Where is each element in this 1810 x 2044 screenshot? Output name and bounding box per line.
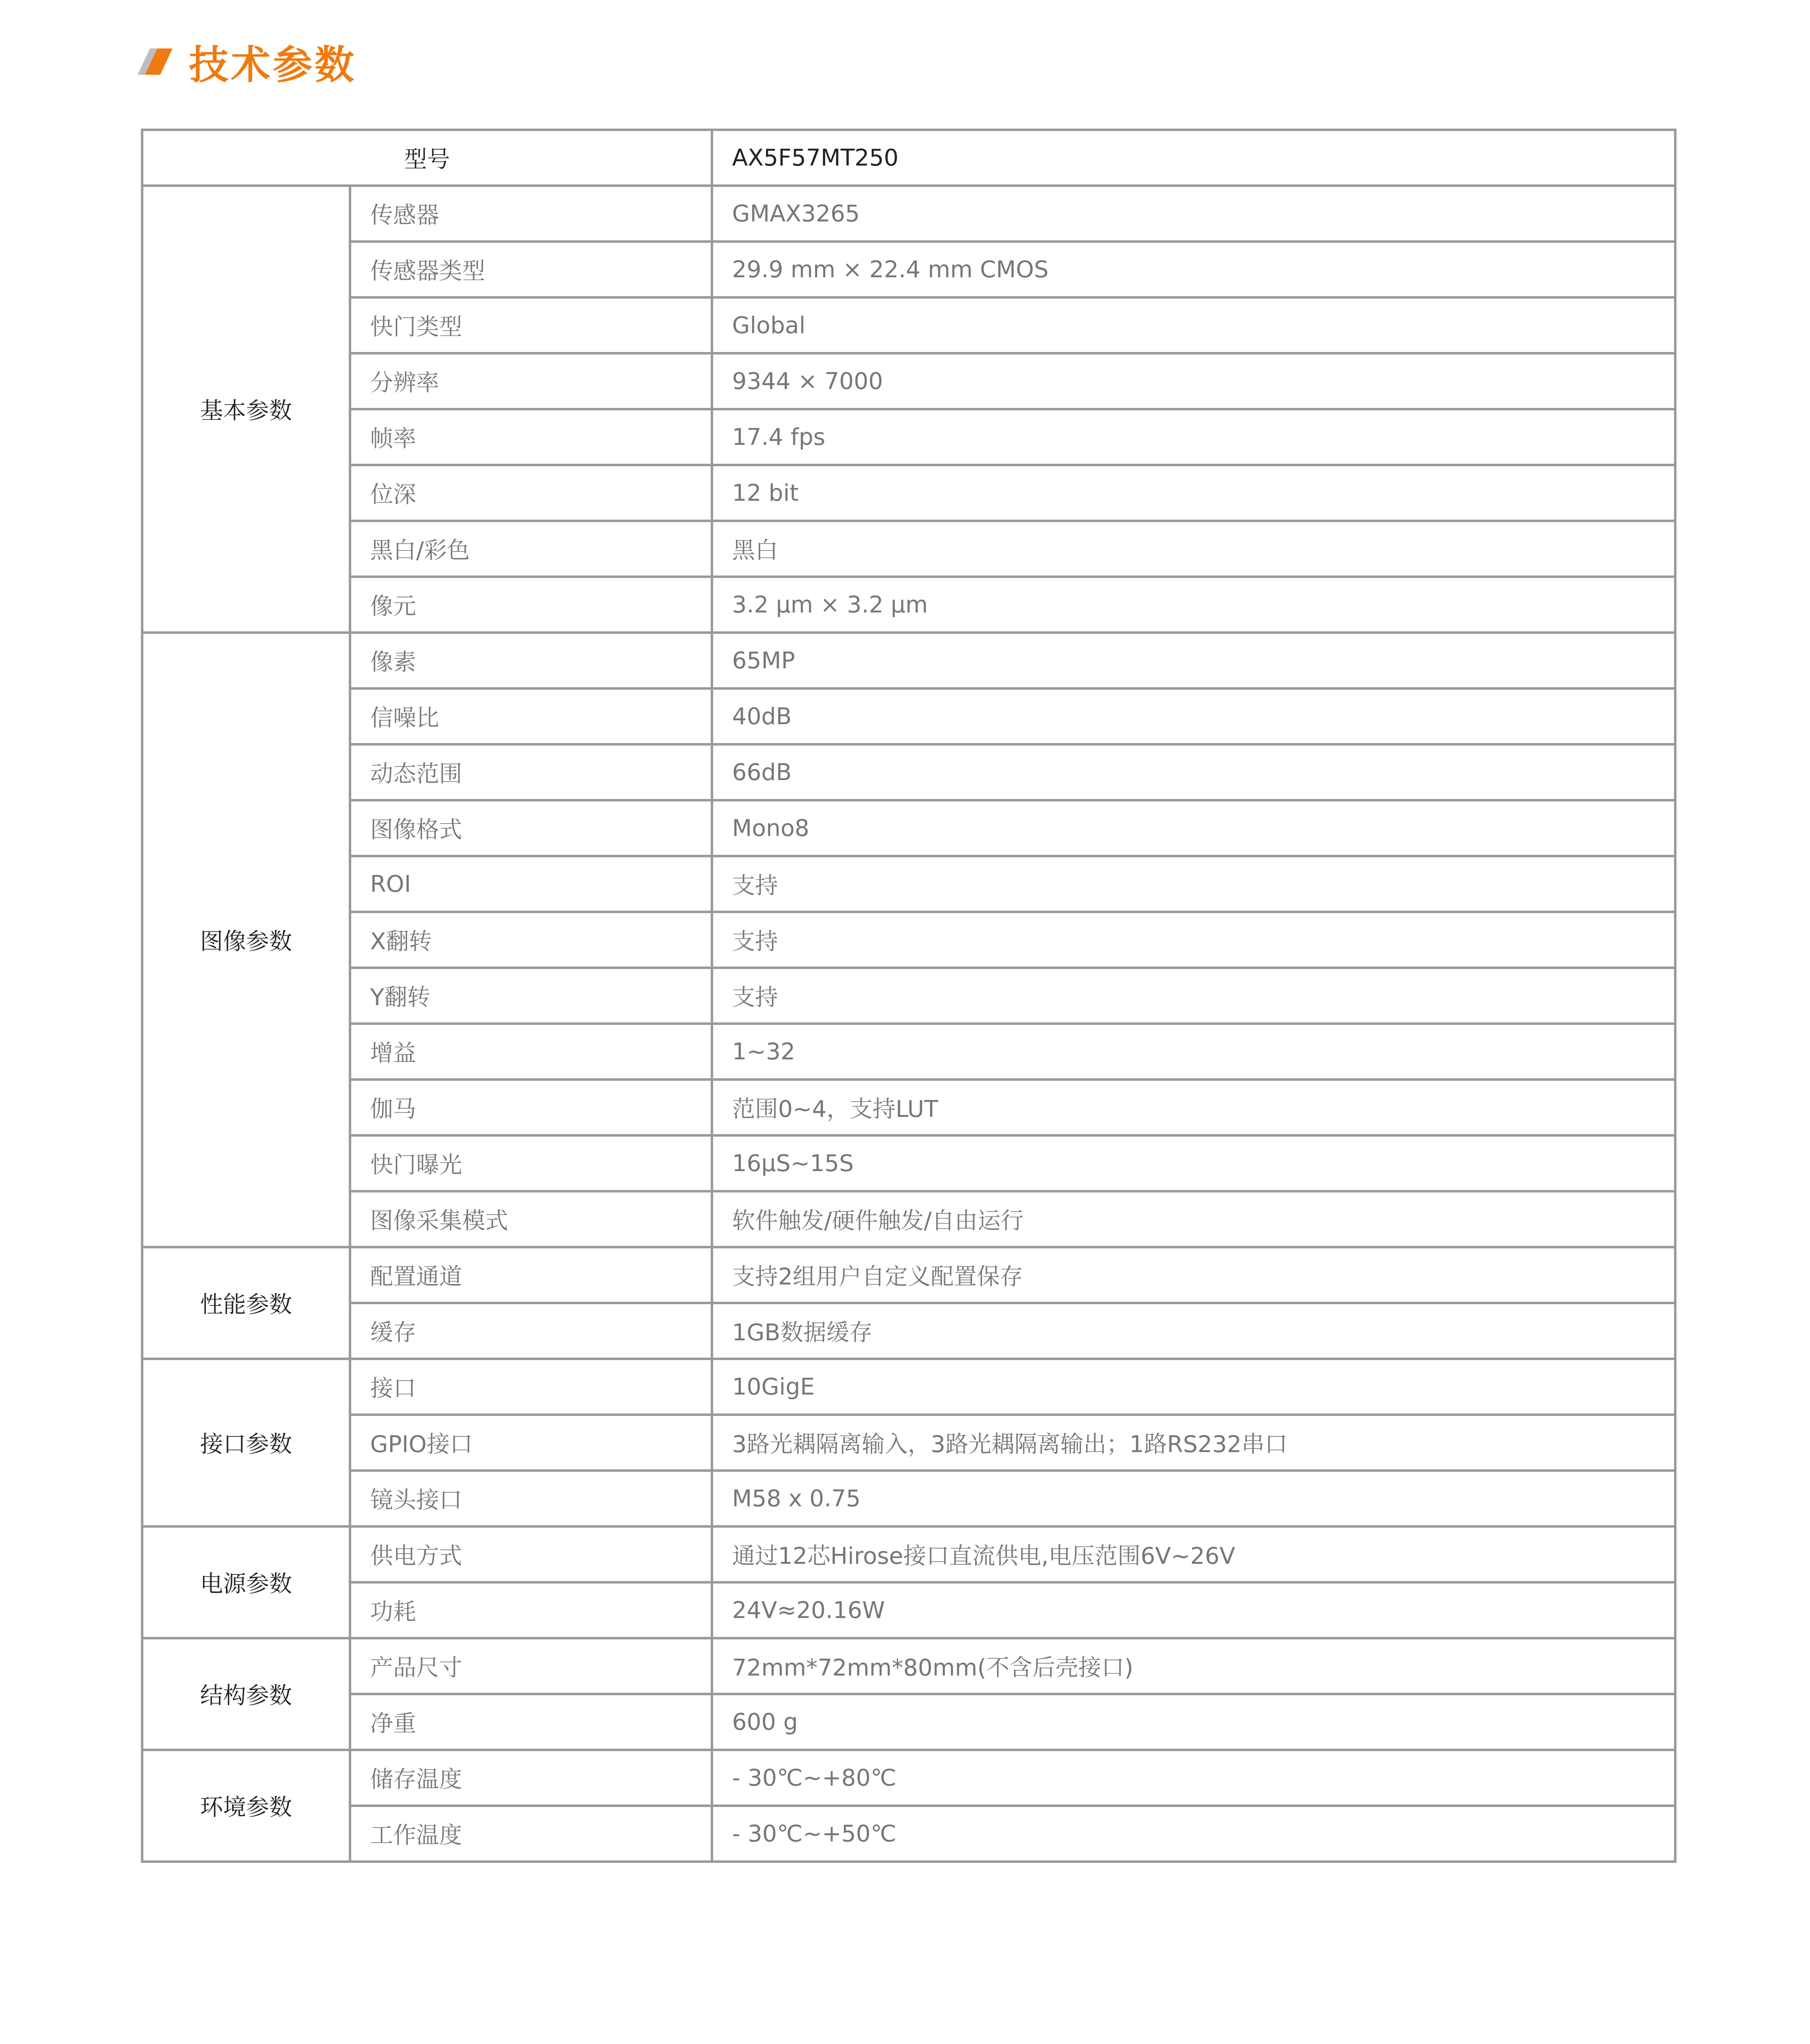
param-value: - 30℃~+80℃ (712, 1750, 1675, 1806)
param-value: 支持2组用户自定义配置保存 (712, 1247, 1675, 1303)
param-name: 伽马 (350, 1080, 712, 1135)
param-name: 动态范围 (350, 744, 712, 800)
param-name: 分辨率 (350, 353, 712, 409)
table-row (142, 1694, 1675, 1750)
param-name: 功耗 (350, 1582, 712, 1638)
param-name: 产品尺寸 (350, 1638, 712, 1694)
param-name: 缓存 (350, 1303, 712, 1359)
table-row (142, 242, 1675, 297)
param-name: GPIO接口 (350, 1415, 712, 1471)
section-header (134, 35, 357, 88)
param-value: 支持 (712, 856, 1675, 912)
param-value: 1~32 (712, 1024, 1675, 1080)
table-row (142, 353, 1675, 409)
table-row (142, 1582, 1675, 1638)
table-row (142, 465, 1675, 521)
param-value: 12 bit (712, 465, 1675, 521)
param-name: Y翻转 (350, 968, 712, 1024)
model-label: 型号 (142, 130, 712, 186)
param-name: ROI (350, 856, 712, 912)
param-value: 16μS~15S (712, 1135, 1675, 1191)
param-value: 3路光耦隔离输入，3路光耦隔离输出；1路RS232串口 (712, 1415, 1675, 1471)
param-value: 软件触发/硬件触发/自由运行 (712, 1191, 1675, 1247)
group-label: 接口参数 (142, 1359, 350, 1526)
table-row (142, 1526, 1675, 1582)
table-row (142, 1359, 1675, 1415)
param-name: 传感器类型 (350, 242, 712, 297)
table-row (142, 968, 1675, 1024)
group-label: 图像参数 (142, 633, 350, 1247)
param-name: 接口 (350, 1359, 712, 1415)
param-name: 帧率 (350, 409, 712, 465)
param-value: - 30℃~+50℃ (712, 1806, 1675, 1862)
param-name: 信噪比 (350, 688, 712, 744)
table-row (142, 744, 1675, 800)
spec-table (141, 129, 1676, 1863)
param-value: 通过12芯Hirose接口直流供电,电压范围6V~26V (712, 1526, 1675, 1582)
table-row (142, 688, 1675, 744)
param-value: M58 x 0.75 (712, 1471, 1675, 1526)
table-row (142, 186, 1675, 242)
param-value: 29.9 mm × 22.4 mm CMOS (712, 242, 1675, 297)
table-row (142, 1024, 1675, 1080)
param-name: 像素 (350, 633, 712, 688)
model-row (142, 130, 1675, 186)
param-name: 位深 (350, 465, 712, 521)
param-name: 快门曝光 (350, 1135, 712, 1191)
table-row (142, 912, 1675, 968)
param-name: 像元 (350, 577, 712, 633)
param-value: 66dB (712, 744, 1675, 800)
table-row (142, 409, 1675, 465)
param-value: GMAX3265 (712, 186, 1675, 242)
table-row (142, 1191, 1675, 1247)
param-value: 支持 (712, 912, 1675, 968)
table-row (142, 1806, 1675, 1862)
table-row (142, 1471, 1675, 1526)
table-row (142, 577, 1675, 633)
param-name: 配置通道 (350, 1247, 712, 1303)
param-value: 1GB数据缓存 (712, 1303, 1675, 1359)
param-name: 图像格式 (350, 800, 712, 856)
param-value: 17.4 fps (712, 409, 1675, 465)
table-row (142, 633, 1675, 688)
model-value: AX5F57MT250 (712, 130, 1675, 186)
param-name: 快门类型 (350, 297, 712, 353)
table-row (142, 856, 1675, 912)
param-name: 增益 (350, 1024, 712, 1080)
param-value: Global (712, 297, 1675, 353)
param-name: 工作温度 (350, 1806, 712, 1862)
table-row (142, 1750, 1675, 1806)
param-name: X翻转 (350, 912, 712, 968)
table-row (142, 1247, 1675, 1303)
param-name: 镜头接口 (350, 1471, 712, 1526)
param-value: 40dB (712, 688, 1675, 744)
param-value: 3.2 μm × 3.2 μm (712, 577, 1675, 633)
table-row (142, 800, 1675, 856)
param-name: 储存温度 (350, 1750, 712, 1806)
param-value: 支持 (712, 968, 1675, 1024)
page-title: 技术参数 (189, 41, 357, 88)
param-value: 65MP (712, 633, 1675, 688)
param-value: Mono8 (712, 800, 1675, 856)
group-label: 性能参数 (142, 1247, 350, 1359)
param-value: 黑白 (712, 521, 1675, 577)
param-name: 黑白/彩色 (350, 521, 712, 577)
table-row (142, 1638, 1675, 1694)
param-value: 9344 × 7000 (712, 353, 1675, 409)
param-value: 72mm*72mm*80mm(不含后壳接口) (712, 1638, 1675, 1694)
param-value: 600 g (712, 1694, 1675, 1750)
table-row (142, 1415, 1675, 1471)
param-name: 净重 (350, 1694, 712, 1750)
param-value: 24V≈20.16W (712, 1582, 1675, 1638)
group-label: 环境参数 (142, 1750, 350, 1862)
param-name: 图像采集模式 (350, 1191, 712, 1247)
table-row (142, 1303, 1675, 1359)
table-row (142, 1080, 1675, 1135)
param-name: 传感器 (350, 186, 712, 242)
table-row (142, 521, 1675, 577)
group-label: 电源参数 (142, 1526, 350, 1638)
param-value: 10GigE (712, 1359, 1675, 1415)
param-name: 供电方式 (350, 1526, 712, 1582)
slash-stripe-icon (134, 45, 173, 78)
table-row (142, 297, 1675, 353)
table-row (142, 1135, 1675, 1191)
group-label: 结构参数 (142, 1638, 350, 1750)
param-value: 范围0~4，支持LUT (712, 1080, 1675, 1135)
group-label: 基本参数 (142, 186, 350, 633)
